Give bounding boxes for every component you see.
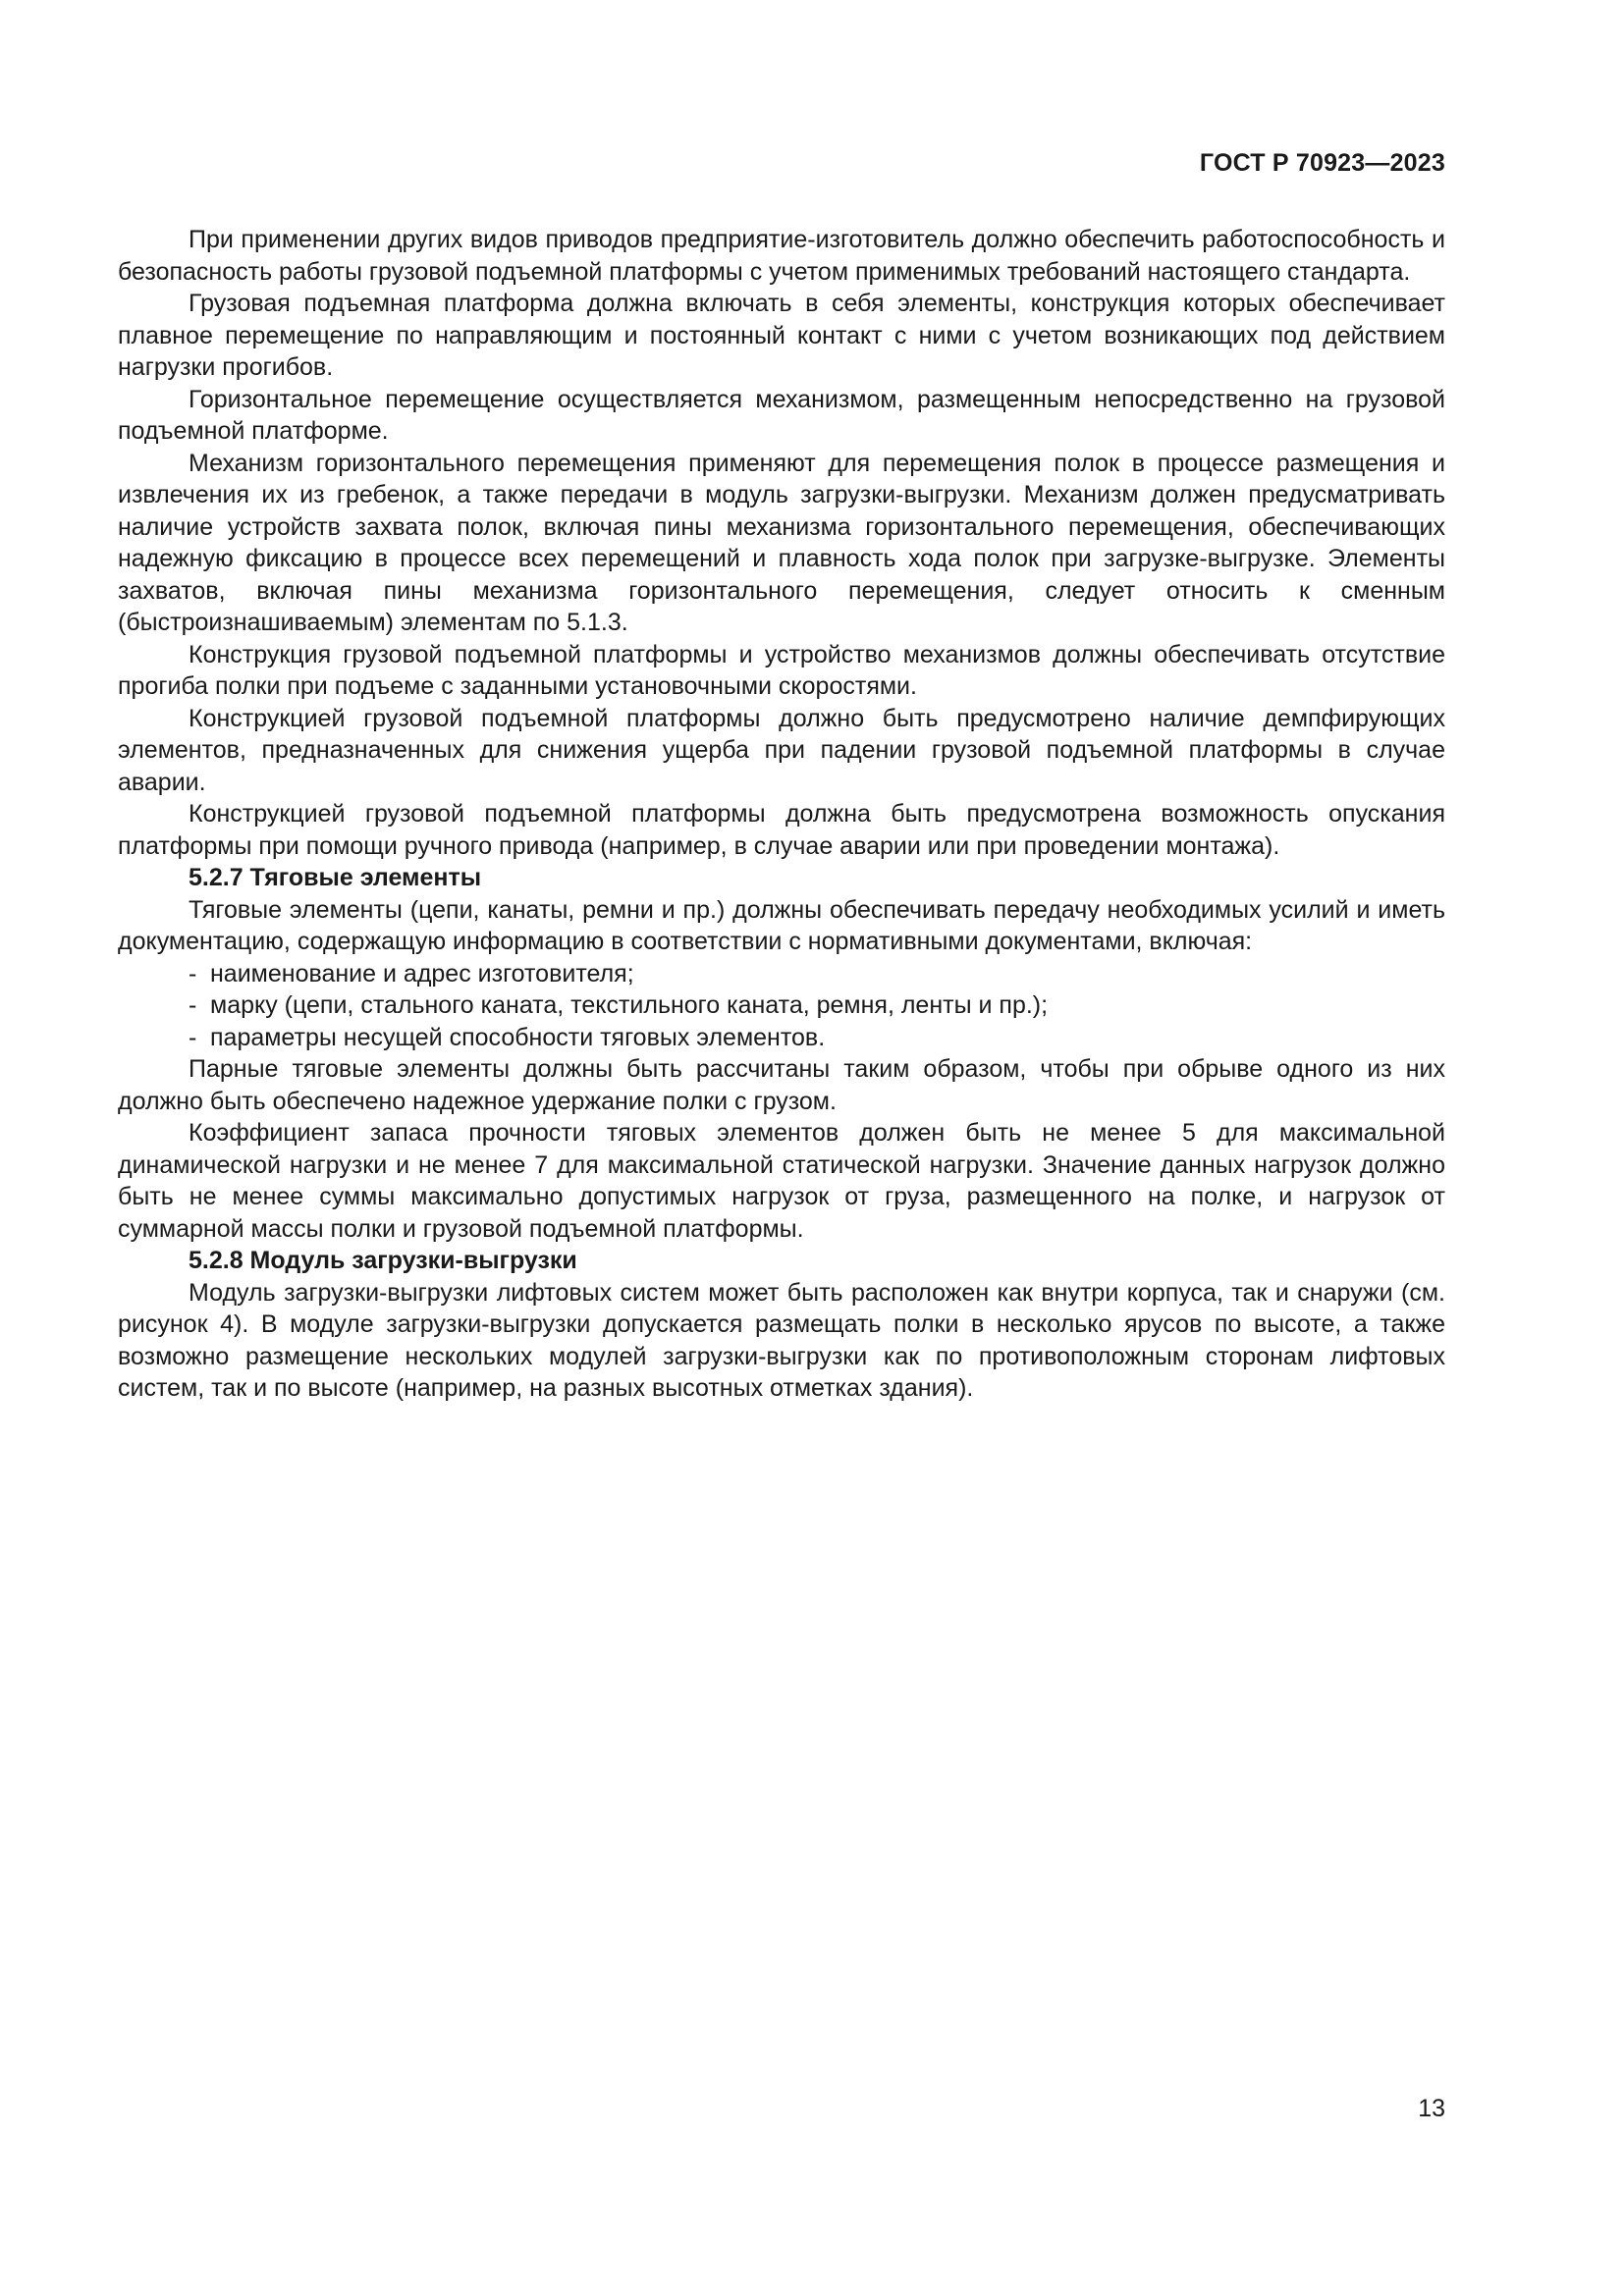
paragraph: Парные тяговые элементы должны быть рассчитаны таким образом, чтобы при обрыве одного из них должно быть обеспечено надежное удержание полки с грузом. (118, 1055, 1445, 1115)
dash-bullet: - (189, 959, 197, 988)
list-item-text: параметры несущей способности тяговых элементов. (210, 1023, 826, 1051)
dash-bullet: - (189, 1023, 197, 1051)
section-heading-5-2-8: 5.2.8 Модуль загрузки-выгрузки (189, 1247, 577, 1274)
paragraph: Горизонтальное перемещение осуществляется механизмом, размещенным непосредственно на грузовой подъемной платформе. (118, 385, 1445, 445)
paragraph: Коэффициент запаса прочности тяговых элементов должен быть не менее 5 для максимальной динамической нагрузки и не менее 7 для максимальной статической нагрузки. Значение данных нагрузок должно быть не менее суммы максимально допустимых нагрузок от груза, размещенного на полке, и нагрузок от суммарной массы полки и грузовой подъемной платформы. (118, 1119, 1445, 1243)
paragraph: Модуль загрузки-выгрузки лифтовых систем может быть расположен как внутри корпуса, так и снаружи (см. рисунок 4). В модуле загрузки-выгрузки допускается размещать полки в несколько ярусов по высоте, а также возможно размещение нескольких модулей загрузки-выгрузки как по противоположным сторонам лифтовых систем, так и по высоте (например, на разных высотных отметках здания). (118, 1278, 1445, 1402)
dash-bullet: - (189, 991, 197, 1019)
document-code: ГОСТ Р 70923—2023 (1199, 149, 1445, 177)
requirements-list (118, 958, 1445, 1054)
document-body (118, 224, 1445, 1405)
list-item (118, 1022, 1445, 1054)
paragraph: Конструкция грузовой подъемной платформы и устройство механизмов должны обеспечивать отсутствие прогиба полки при подъеме с заданными установочными скоростями. (118, 640, 1445, 700)
list-item (118, 989, 1445, 1022)
paragraph: Конструкцией грузовой подъемной платформы должна быть предусмотрена возможность опускания платформы при помощи ручного привода (например, в случае аварии или при проведении монтажа). (118, 800, 1445, 860)
list-item-text: наименование и адрес изготовителя; (210, 959, 634, 988)
page-number: 13 (1418, 2095, 1445, 2122)
paragraph: Конструкцией грузовой подъемной платформы должно быть предусмотрено наличие демпфирующих элементов, предназначенных для снижения ущерба при падении грузовой подъемной платформы в случае аварии. (118, 704, 1445, 796)
paragraph: При применении других видов приводов предприятие-изготовитель должно обеспечить работоспособность и безопасность работы грузовой подъемной платформы с учетом применимых требований настоящего стандарта. (118, 226, 1445, 286)
paragraph: Грузовая подъемная платформа должна включать в себя элементы, конструкция которых обеспечивает плавное перемещение по направляющим и постоянный контакт с ними с учетом возникающих под действием нагрузки прогибов. (118, 290, 1445, 381)
list-item (118, 958, 1445, 990)
paragraph: Тяговые элементы (цепи, канаты, ремни и пр.) должны обеспечивать передачу необходимых усилий и иметь документацию, содержащую информацию в соответствии с нормативными документами, включая: (118, 895, 1445, 955)
list-item-text: марку (цепи, стального каната, текстильного каната, ремня, ленты и пр.); (210, 991, 1049, 1019)
section-heading-5-2-7: 5.2.7 Тяговые элементы (189, 864, 482, 891)
paragraph: Механизм горизонтального перемещения применяют для перемещения полок в процессе размещения и извлечения их из гребенок, а также передачи в модуль загрузки-выгрузки. Механизм должен предусматривать наличие устройств захвата полок, включая пины механизма горизонтального перемещения, обеспечивающих надежную фиксацию в процессе всех перемещений и плавность хода полок при загрузке-выгрузке. Элементы захватов, включая пины механизма горизонтального перемещения, следует относить к сменным (быстроизнашиваемым) элементам по 5.1.3. (118, 449, 1445, 636)
